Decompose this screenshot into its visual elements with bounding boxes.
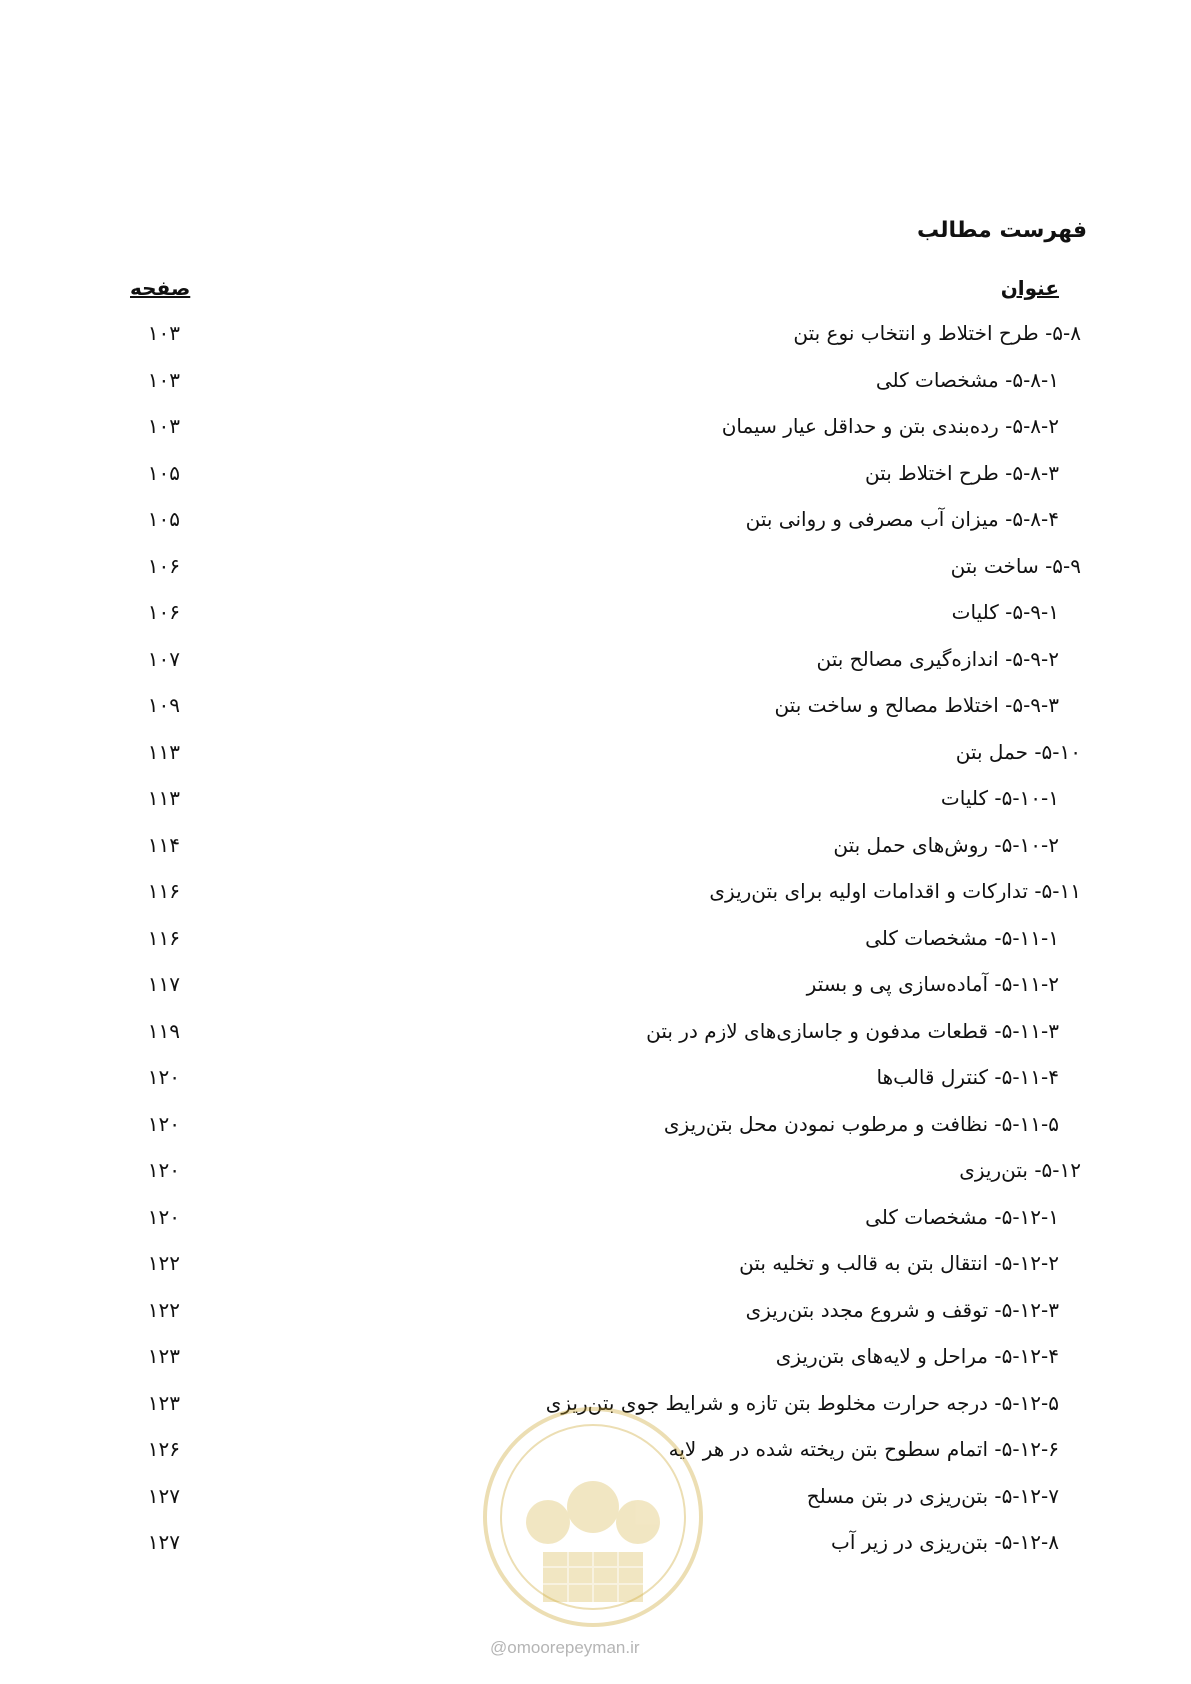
toc-entry-page: ۱۰۳ <box>147 321 180 345</box>
toc-entry-page: ۱۲۳ <box>147 1344 180 1368</box>
watermark-site: @omoorepeyman.ir <box>490 1638 640 1657</box>
toc-entry-page: ۱۱۹ <box>147 1018 180 1043</box>
toc-entry-page: ۱۰۵ <box>147 460 180 485</box>
toc-entry <box>120 1336 1081 1383</box>
toc-entry-title: ۵-۹- ساخت بتن <box>950 553 1081 578</box>
toc-entry-page: ۱۰۳ <box>147 367 180 392</box>
toc-entry-page: ۱۲۶ <box>147 1437 180 1461</box>
toc-entry-page: ۱۱۶ <box>147 925 180 950</box>
toc-entry-title: ۵-۱۲-۵- درجه حرارت مخلوط بتن تازه و شرایط جوی بتن‌ریزی <box>545 1390 1059 1415</box>
toc-entry <box>120 1197 1081 1244</box>
toc-entry-title: ۵-۱۲-۴- مراحل و لایه‌های بتن‌ریزی <box>775 1344 1059 1368</box>
toc-entry-page: ۱۰۹ <box>147 693 180 717</box>
toc-entry-title: ۵-۱۲-۳- توقف و شروع مجدد بتن‌ریزی <box>745 1297 1059 1322</box>
toc-entry-title: ۵-۱۲-۶- اتمام سطوح بتن ریخته شده در هر لایه <box>668 1437 1059 1461</box>
toc-entry-page: ۱۲۳ <box>147 1390 180 1415</box>
toc-entry-page: ۱۲۰ <box>147 1111 180 1136</box>
column-header-title: عنوان <box>1000 276 1059 300</box>
toc-entry <box>120 685 1081 732</box>
toc-entry-title: ۵-۸-۴- میزان آب مصرفی و روانی بتن <box>745 507 1059 531</box>
toc-entry <box>120 360 1081 407</box>
toc-entry <box>120 453 1081 500</box>
toc-entry <box>120 918 1081 965</box>
toc-entry-title: ۵-۹-۲- اندازه‌گیری مصالح بتن <box>816 646 1059 671</box>
watermark-logo <box>478 1402 708 1632</box>
toc-entry-title: ۵-۱۲-۷- بتن‌ریزی در بتن مسلح <box>806 1483 1059 1508</box>
toc-entry-page: ۱۲۷ <box>147 1530 180 1554</box>
toc-entry <box>120 964 1081 1011</box>
toc-entry-page: ۱۱۳ <box>147 739 180 764</box>
toc-entry <box>120 499 1081 546</box>
toc-entry-page: ۱۱۶ <box>147 879 180 903</box>
toc-entry <box>120 1057 1081 1104</box>
toc-entry <box>120 406 1081 453</box>
toc-entry-title: ۵-۱۲-۸- بتن‌ریزی در زیر آب <box>830 1530 1059 1554</box>
toc-entry-title: ۵-۹-۳- اختلاط مصالح و ساخت بتن <box>774 693 1059 717</box>
toc-entry-page: ۱۰۶ <box>147 553 180 578</box>
toc-entry-title: ۵-۱۰-۱- کلیات <box>940 786 1059 810</box>
toc-entry-page: ۱۱۷ <box>147 972 180 996</box>
toc-entry <box>120 1104 1081 1151</box>
toc-entry-page: ۱۲۰ <box>147 1065 180 1089</box>
toc-entry <box>120 732 1081 779</box>
toc-entry-title: ۵-۱۰- حمل بتن <box>955 739 1081 764</box>
toc-entry-title: ۵-۱۰-۲- روش‌های حمل بتن <box>833 832 1059 857</box>
toc-entry-title: ۵-۹-۱- کلیات <box>951 600 1059 624</box>
toc-entry-title: ۵-۸-۱- مشخصات کلی <box>875 367 1059 392</box>
toc-entry <box>120 871 1081 918</box>
toc-entry <box>120 639 1081 686</box>
toc-entry <box>120 778 1081 825</box>
toc-entry-page: ۱۲۲ <box>147 1251 180 1275</box>
toc-entry <box>120 825 1081 872</box>
toc-entry <box>120 1150 1081 1197</box>
toc-entry-title: ۵-۸- طرح اختلاط و انتخاب نوع بتن <box>793 321 1081 345</box>
toc-entry-page: ۱۰۵ <box>147 507 180 531</box>
toc-entry-page: ۱۰۳ <box>147 414 180 438</box>
toc-entry-page: ۱۲۷ <box>147 1483 180 1508</box>
toc-entry-title: ۵-۱۱-۱- مشخصات کلی <box>865 925 1059 950</box>
toc-entry-page: ۱۲۰ <box>147 1204 180 1229</box>
column-header-page: صفحه <box>130 276 191 300</box>
toc-entry-title: ۵-۸-۲- رده‌بندی بتن و حداقل عیار سیمان <box>721 414 1059 438</box>
toc-entry-page: ۱۰۷ <box>147 646 180 671</box>
toc-entry <box>120 1011 1081 1058</box>
toc-title: فهرست مطالب <box>916 218 1087 243</box>
toc-entry-page: ۱۱۴ <box>147 832 180 857</box>
toc-entry-title: ۵-۱۱-۳- قطعات مدفون و جاسازی‌های لازم در بتن <box>646 1018 1059 1043</box>
toc-entry <box>120 592 1081 639</box>
toc-entry-title: ۵-۱۲-۲- انتقال بتن به قالب و تخلیه بتن <box>739 1251 1059 1275</box>
toc-entry-title: ۵-۱۱-۴- کنترل قالب‌ها <box>876 1065 1059 1089</box>
toc-entry-title: ۵-۱۲- بتن‌ریزی <box>959 1158 1081 1182</box>
toc-entry-title: ۵-۸-۳- طرح اختلاط بتن <box>864 460 1059 485</box>
toc-entry <box>120 313 1081 360</box>
toc-entry-title: ۵-۱۲-۱- مشخصات کلی <box>865 1204 1059 1229</box>
toc-entry <box>120 1243 1081 1290</box>
toc-entry-page: ۱۱۳ <box>147 786 180 810</box>
toc-entry-title: ۵-۱۱-۲- آماده‌سازی پی و بستر <box>806 972 1059 996</box>
toc-entry <box>120 1290 1081 1337</box>
toc-entry-page: ۱۲۲ <box>147 1297 180 1322</box>
toc-entry-page: ۱۰۶ <box>147 600 180 624</box>
toc-entry <box>120 546 1081 593</box>
toc-entry-title: ۵-۱۱-۵- نظافت و مرطوب نمودن محل بتن‌ریزی <box>663 1111 1059 1136</box>
toc-entry-title: ۵-۱۱- تدارکات و اقدامات اولیه برای بتن‌ریزی <box>709 879 1081 903</box>
toc-list <box>120 313 1081 1569</box>
toc-entry-page: ۱۲۰ <box>147 1158 180 1182</box>
